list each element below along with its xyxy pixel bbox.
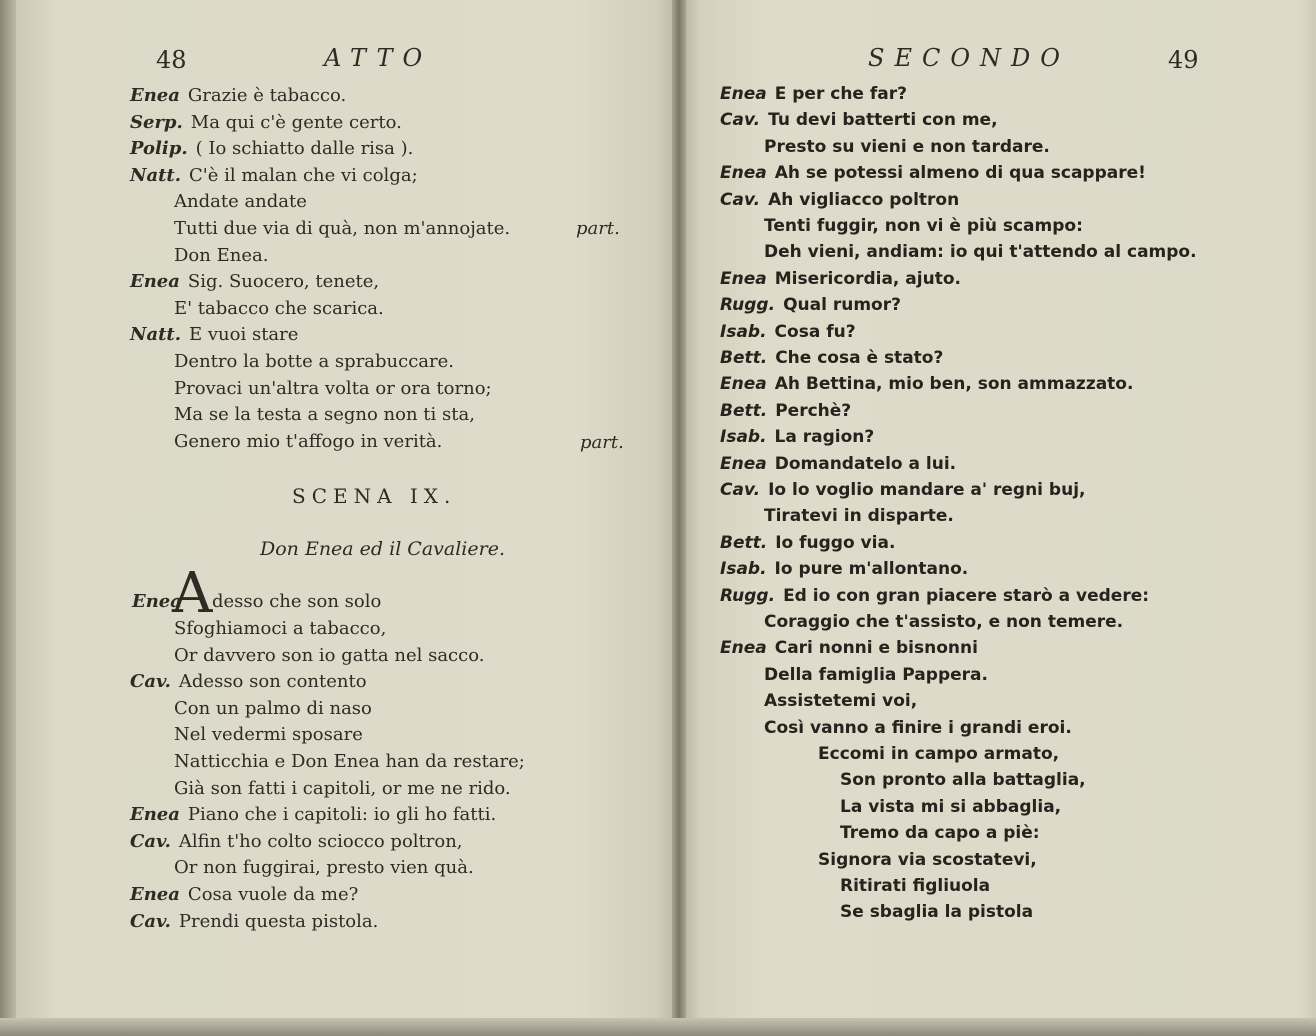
dialogue-line	[174, 619, 386, 639]
line-text: Della famiglia Pappera.	[764, 664, 988, 685]
line-text: Dentro la botte a sprabuccare.	[174, 351, 455, 372]
speaker-label: Cav.	[130, 910, 171, 932]
speaker-label: Isab.	[720, 559, 767, 580]
line-text: La ragion?	[774, 427, 875, 448]
scene-first-line-text: desso che son solo	[212, 591, 382, 612]
line-text: E vuoi stare	[189, 324, 299, 346]
line-text: E' tabacco che scarica.	[174, 297, 384, 319]
speaker-label: Cav.	[720, 480, 761, 500]
dialogue-line	[174, 752, 525, 772]
speaker-label: Enea	[720, 374, 767, 395]
line-text: Ma qui c'è gente certo.	[190, 111, 402, 133]
speaker-label: Cav.	[130, 671, 171, 693]
dialogue-line	[174, 192, 307, 212]
line-text: Tutti due via di quà, non m'annojate.	[174, 218, 511, 239]
dialogue-line	[764, 216, 1083, 236]
dialogue-line	[174, 405, 475, 425]
line-text: Assistetemi voi,	[764, 691, 918, 712]
line-text: Tu devi batterti con me,	[768, 110, 998, 131]
speaker-label: Enea	[132, 591, 182, 612]
stage-direction-part-1: part.	[576, 218, 620, 239]
left-page-number: 48	[156, 46, 187, 74]
line-text: Andate andate	[174, 191, 307, 213]
dialogue-line	[174, 858, 474, 878]
dialogue-line	[130, 805, 496, 825]
line-text: Genero mio t'affogo in verità.	[174, 430, 443, 452]
line-text: Qual rumor?	[783, 295, 901, 316]
dialogue-line	[720, 480, 1085, 500]
line-text: Ah se potessi almeno di qua scappare!	[774, 163, 1146, 184]
dialogue-line	[174, 379, 492, 399]
speaker-label: Serp.	[130, 111, 183, 133]
dialogue-line	[764, 718, 1072, 738]
line-text: Signora via scostatevi,	[818, 849, 1037, 870]
dialogue-line	[174, 646, 484, 666]
dialogue-line	[130, 885, 358, 905]
line-text: Presto su vieni e non tardare.	[764, 136, 1050, 157]
dialogue-line	[174, 725, 363, 745]
dialogue-line	[720, 295, 901, 315]
dialogue-line	[130, 113, 402, 133]
dialogue-line	[720, 559, 968, 579]
line-text: Se sbaglia la pistola	[840, 902, 1034, 923]
speaker-label: Enea	[130, 884, 180, 905]
dialogue-line	[130, 166, 418, 186]
line-text: Prendi questa pistola.	[178, 910, 379, 932]
speaker-label: Bett.	[720, 400, 768, 421]
line-text: Che cosa è stato?	[775, 348, 944, 368]
speaker-label: Cav.	[720, 110, 761, 131]
speaker-label: Isab.	[720, 321, 767, 342]
dialogue-line	[720, 84, 907, 104]
stage-direction-part-2: part.	[580, 432, 624, 453]
dialogue-line	[174, 299, 384, 319]
speaker-label: Enea	[720, 638, 767, 659]
dialogue-line	[174, 699, 372, 719]
speaker-label: Enea	[720, 84, 767, 104]
dialogue-line	[720, 322, 856, 342]
dialogue-line	[840, 770, 1086, 790]
line-text: Or davvero son io gatta nel sacco.	[174, 644, 485, 666]
dialogue-line	[130, 139, 413, 159]
dialogue-line	[130, 832, 463, 852]
line-text: Ah Bettina, mio ben, son ammazzato.	[774, 374, 1134, 395]
speaker-label: Polip.	[130, 138, 188, 160]
line-text: Cosa fu?	[774, 321, 856, 342]
dialogue-line	[764, 691, 917, 711]
speaker-label: Rugg.	[720, 295, 776, 316]
line-text: Cosa vuole da me?	[187, 884, 359, 905]
speaker-label: Enea	[130, 271, 180, 293]
dialogue-line	[818, 744, 1059, 764]
line-text: Con un palmo di naso	[174, 697, 372, 719]
dialogue-line	[840, 876, 990, 896]
dialogue-line	[130, 912, 378, 932]
speaker-label: Bett.	[720, 532, 768, 553]
speaker-label: Enea	[720, 163, 767, 184]
line-text: Tenti fuggir, non vi è più scampo:	[764, 216, 1083, 236]
speaker-label: Enea	[720, 268, 767, 289]
dialogue-line	[720, 110, 998, 130]
line-text: Son pronto alla battaglia,	[840, 770, 1086, 791]
line-text: Domandatelo a lui.	[774, 453, 957, 474]
line-text: Piano che i capitoli: io gli ho fatti.	[187, 804, 497, 826]
line-text: C'è il malan che vi colga;	[189, 164, 418, 186]
line-text: Ritirati figliuola	[840, 876, 991, 896]
line-text: Nel vedermi sposare	[174, 724, 363, 746]
line-text: ( Io schiatto dalle risa ).	[195, 138, 414, 160]
line-text: Eccomi in campo armato,	[818, 744, 1060, 764]
line-text: Provaci un'altra volta or ora torno;	[174, 377, 492, 399]
line-text: Tremo da capo a piè:	[840, 823, 1040, 844]
dialogue-line	[130, 272, 379, 292]
line-text: Così vanno a finire i grandi eroi.	[764, 717, 1072, 738]
dialogue-line	[764, 665, 988, 685]
speaker-label: Natt.	[130, 164, 182, 186]
dialogue-line	[174, 779, 511, 799]
dialogue-line	[174, 432, 442, 452]
dialogue-line	[720, 374, 1133, 394]
right-running-header: SECONDO	[868, 44, 1070, 72]
dialogue-line	[840, 823, 1040, 843]
dialogue-line	[720, 586, 1149, 606]
speaker-label: Enea	[130, 804, 180, 826]
line-text: Adesso son contento	[178, 671, 367, 693]
dialogue-line	[174, 219, 510, 239]
line-text: Io pure m'allontano.	[774, 559, 969, 580]
dialogue-line	[764, 242, 1197, 262]
dialogue-line	[720, 454, 956, 474]
dialogue-line	[764, 612, 1123, 632]
dialogue-line	[720, 348, 943, 368]
dialogue-line	[764, 506, 954, 526]
left-running-header: ATTO	[324, 44, 433, 72]
line-text: Ma se la testa a segno non ti sta,	[174, 404, 475, 426]
line-text: La vista mi si abbaglia,	[840, 796, 1062, 817]
dialogue-line	[720, 533, 895, 553]
dialogue-line	[720, 638, 978, 658]
dialogue-line	[720, 269, 961, 289]
dialogue-line	[720, 163, 1146, 183]
line-text: Cari nonni e bisnonni	[774, 638, 978, 659]
line-text: Alfin t'ho colto sciocco poltron,	[178, 830, 463, 852]
dialogue-line	[720, 401, 851, 421]
speaker-label: Bett.	[720, 348, 768, 368]
line-text: Io fuggo via.	[775, 532, 896, 553]
speaker-label: Enea	[720, 453, 767, 474]
speaker-label: Rugg.	[720, 585, 776, 606]
dialogue-line	[818, 850, 1037, 870]
book-gutter	[672, 0, 686, 1036]
dialogue-line	[720, 427, 874, 447]
dialogue-line	[130, 672, 367, 692]
line-text: Io lo voglio mandare a' regni buj,	[768, 480, 1086, 500]
speaker-label: Natt.	[130, 324, 182, 346]
scene-subtitle: Don Enea ed il Cavaliere.	[260, 538, 505, 560]
line-text: Don Enea.	[174, 244, 269, 266]
line-text: E per che far?	[774, 84, 907, 104]
speaker-label: Cav.	[130, 830, 171, 852]
speaker-label: Isab.	[720, 427, 767, 448]
line-text: Or non fuggirai, presto vien quà.	[174, 857, 474, 879]
speaker-label: Enea	[130, 85, 180, 106]
speaker-label: Cav.	[720, 189, 761, 210]
line-text: Natticchia e Don Enea han da restare;	[174, 751, 525, 772]
line-text: Tiratevi in disparte.	[764, 506, 954, 527]
line-text: Sfoghiamoci a tabacco,	[174, 618, 387, 639]
dialogue-line	[130, 325, 298, 345]
dialogue-line	[840, 797, 1061, 817]
right-page-number: 49	[1168, 46, 1199, 74]
line-text: Misericordia, ajuto.	[774, 268, 961, 289]
page-bottom-edge	[0, 1018, 1316, 1036]
line-text: Coraggio che t'assisto, e non temere.	[764, 612, 1124, 632]
dialogue-line	[130, 86, 346, 106]
line-text: Sig. Suocero, tenete,	[187, 271, 380, 293]
dialogue-line	[174, 246, 268, 266]
line-text: Grazie è tabacco.	[187, 85, 347, 106]
line-text: Perchè?	[775, 400, 852, 421]
dialogue-line	[764, 137, 1050, 157]
drop-cap: A	[172, 561, 213, 626]
scene-title: SCENA IX.	[292, 484, 457, 508]
line-text: Deh vieni, andiam: io qui t'attendo al campo.	[764, 242, 1197, 263]
dialogue-line	[174, 352, 454, 372]
line-text: Ed io con gran piacere starò a vedere:	[783, 585, 1150, 606]
line-text: Ah vigliacco poltron	[768, 189, 960, 210]
dialogue-line	[840, 902, 1033, 922]
line-text: Già son fatti i capitoli, or me ne rido.	[174, 777, 511, 799]
dialogue-line	[720, 190, 959, 210]
